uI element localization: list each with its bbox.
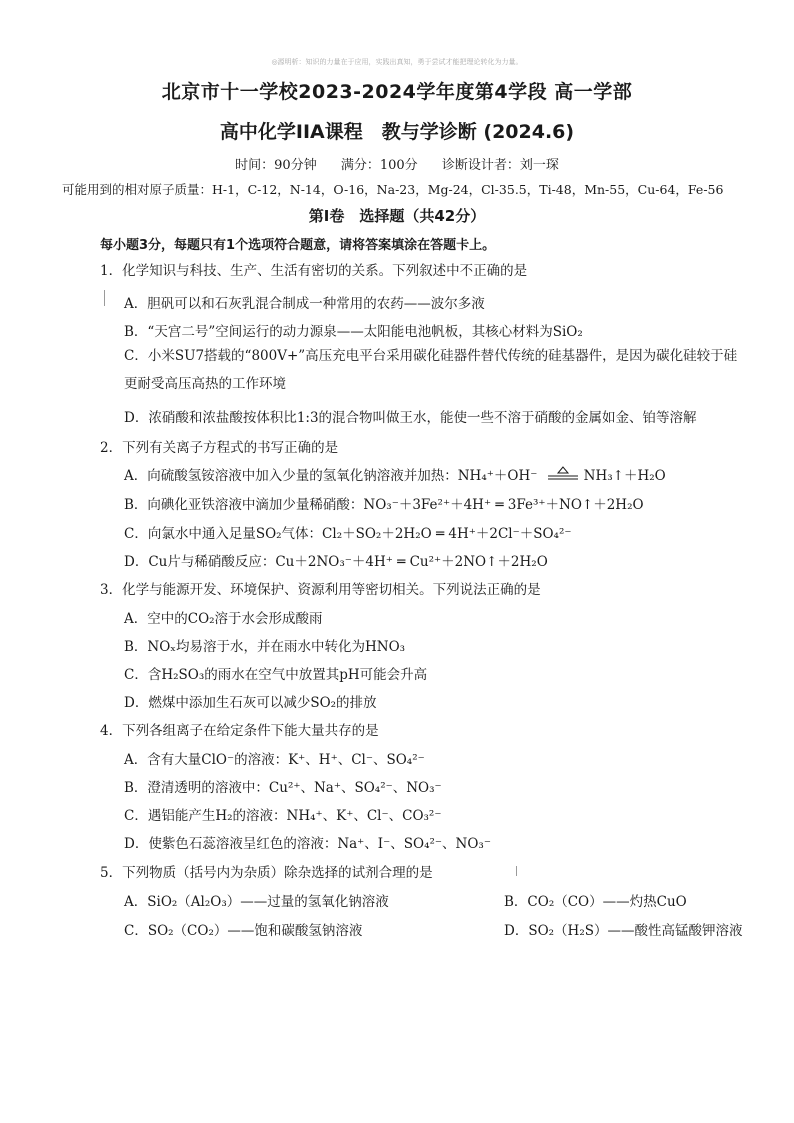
question-5-option-d: D．SO₂（H₂S）——酸性高锰酸钾溶液: [504, 923, 743, 939]
scan-mark: [104, 290, 105, 306]
question-4-option-a: A．含有大量ClO⁻的溶液：K⁺、H⁺、Cl⁻、SO₄²⁻: [124, 752, 425, 768]
question-1-option-d: D．浓硝酸和浓盐酸按体积比1:3的混合物叫做王水，能使一些不溶于硝酸的金属如金、铂等溶解: [124, 410, 697, 426]
exam-subtitle: 高中化学IIA课程 教与学诊断 (2024.6): [219, 121, 575, 143]
section-instruction: 每小题3分，每题只有1个选项符合题意，请将答案填涂在答题卡上。: [100, 238, 496, 253]
question-2-option-a-right: NH₃↑＋H₂O: [583, 468, 666, 484]
question-5-option-a: A．SiO₂（Al₂O₃）——过量的氢氧化钠溶液: [124, 894, 389, 910]
question-1-option-a: A．胆矾可以和石灰乳混合制成一种常用的农药——波尔多液: [124, 296, 485, 312]
question-1-stem: 1．化学知识与科技、生产、生活有密切的关系。下列叙述中不正确的是: [100, 263, 528, 279]
question-2-option-a-left: A．向硫酸氢铵溶液中加入少量的氢氧化钠溶液并加热：NH₄⁺＋OH⁻: [124, 468, 542, 484]
question-3-stem: 3．化学与能源开发、环境保护、资源利用等密切相关。下列说法正确的是: [100, 582, 541, 598]
question-1-option-c: C．小米SU7搭载的“800V+”高压充电平台采用碳化硅器件替代传统的硅基器件，是因为碳化硅较于硅更耐受高压高热的工作环境: [124, 348, 738, 392]
question-3-option-d: D．燃煤中添加生石灰可以减少SO₂的排放: [124, 695, 377, 711]
question-2-option-d: D．Cu片与稀硝酸反应：Cu＋2NO₃⁻＋4H⁺ ═ Cu²⁺＋2NO↑＋2H₂O: [124, 554, 548, 570]
question-2-option-c: C．向氯水中通入足量SO₂气体：Cl₂＋SO₂＋2H₂O ═ 4H⁺＋2Cl⁻＋SO₄²⁻: [124, 526, 572, 542]
question-3-option-b: B．NOₓ均易溶于水，并在雨水中转化为HNO₃: [124, 639, 406, 655]
question-4-option-b: B．澄清透明的溶液中：Cu²⁺、Na⁺、SO₄²⁻、NO₃⁻: [124, 780, 442, 796]
question-5-stem: 5．下列物质（括号内为杂质）除杂选择的试剂合理的是: [100, 865, 433, 881]
question-5-option-c: C．SO₂（CO₂）——饱和碳酸氢钠溶液: [124, 923, 363, 939]
exam-time: 时间：90分钟: [235, 158, 317, 173]
scan-mark: [516, 866, 517, 876]
question-3-option-a: A．空中的CO₂溶于水会形成酸雨: [124, 611, 323, 627]
section-title: 第Ⅰ卷 选择题（共42分）: [308, 207, 486, 225]
exam-meta: [0, 154, 794, 173]
atomic-masses: 可能用到的相对原子质量：H-1，C-12，N-14，O-16，Na-23，Mg-24，Cl-35.5，Ti-48，Mn-55，Cu-64，Fe-56: [62, 182, 724, 197]
question-4-option-d: D．使紫色石蕊溶液呈红色的溶液：Na⁺、I⁻、SO₄²⁻、NO₃⁻: [124, 836, 491, 852]
question-5-option-b: B．CO₂（CO）——灼热CuO: [504, 894, 687, 910]
question-2-option-b: B．向碘化亚铁溶液中滴加少量稀硝酸：NO₃⁻＋3Fe²⁺＋4H⁺ ═ 3Fe³⁺＋NO↑＋2H₂O: [124, 497, 644, 513]
exam-title: 北京市十一学校2023-2024学年度第4学段 高一学部: [161, 81, 633, 103]
question-3-option-c: C．含H₂SO₃的雨水在空气中放置其pH可能会升高: [124, 667, 428, 683]
question-2-option-a: [124, 464, 764, 484]
question-4-stem: 4．下列各组离子在给定条件下能大量共存的是: [100, 723, 379, 739]
question-4-option-c: C．遇铝能产生H₂的溶液：NH₄⁺、K⁺、Cl⁻、CO₃²⁻: [124, 808, 442, 824]
exam-score: 满分：100分: [340, 158, 418, 173]
question-1-option-b: B．“天宫二号”空间运行的动力源泉——太阳能电池帆板，其核心材料为SiO₂: [124, 324, 583, 340]
heating-equals-sign: [546, 466, 580, 482]
watermark-text: ◎源明析：知识的力量在于应用，实践出真知，勇于尝试才能把理论转化为力量。: [271, 58, 523, 66]
question-2-stem: 2．下列有关离子方程式的书写正确的是: [100, 440, 339, 456]
exam-designer: 诊断设计者：刘一琛: [441, 158, 559, 173]
